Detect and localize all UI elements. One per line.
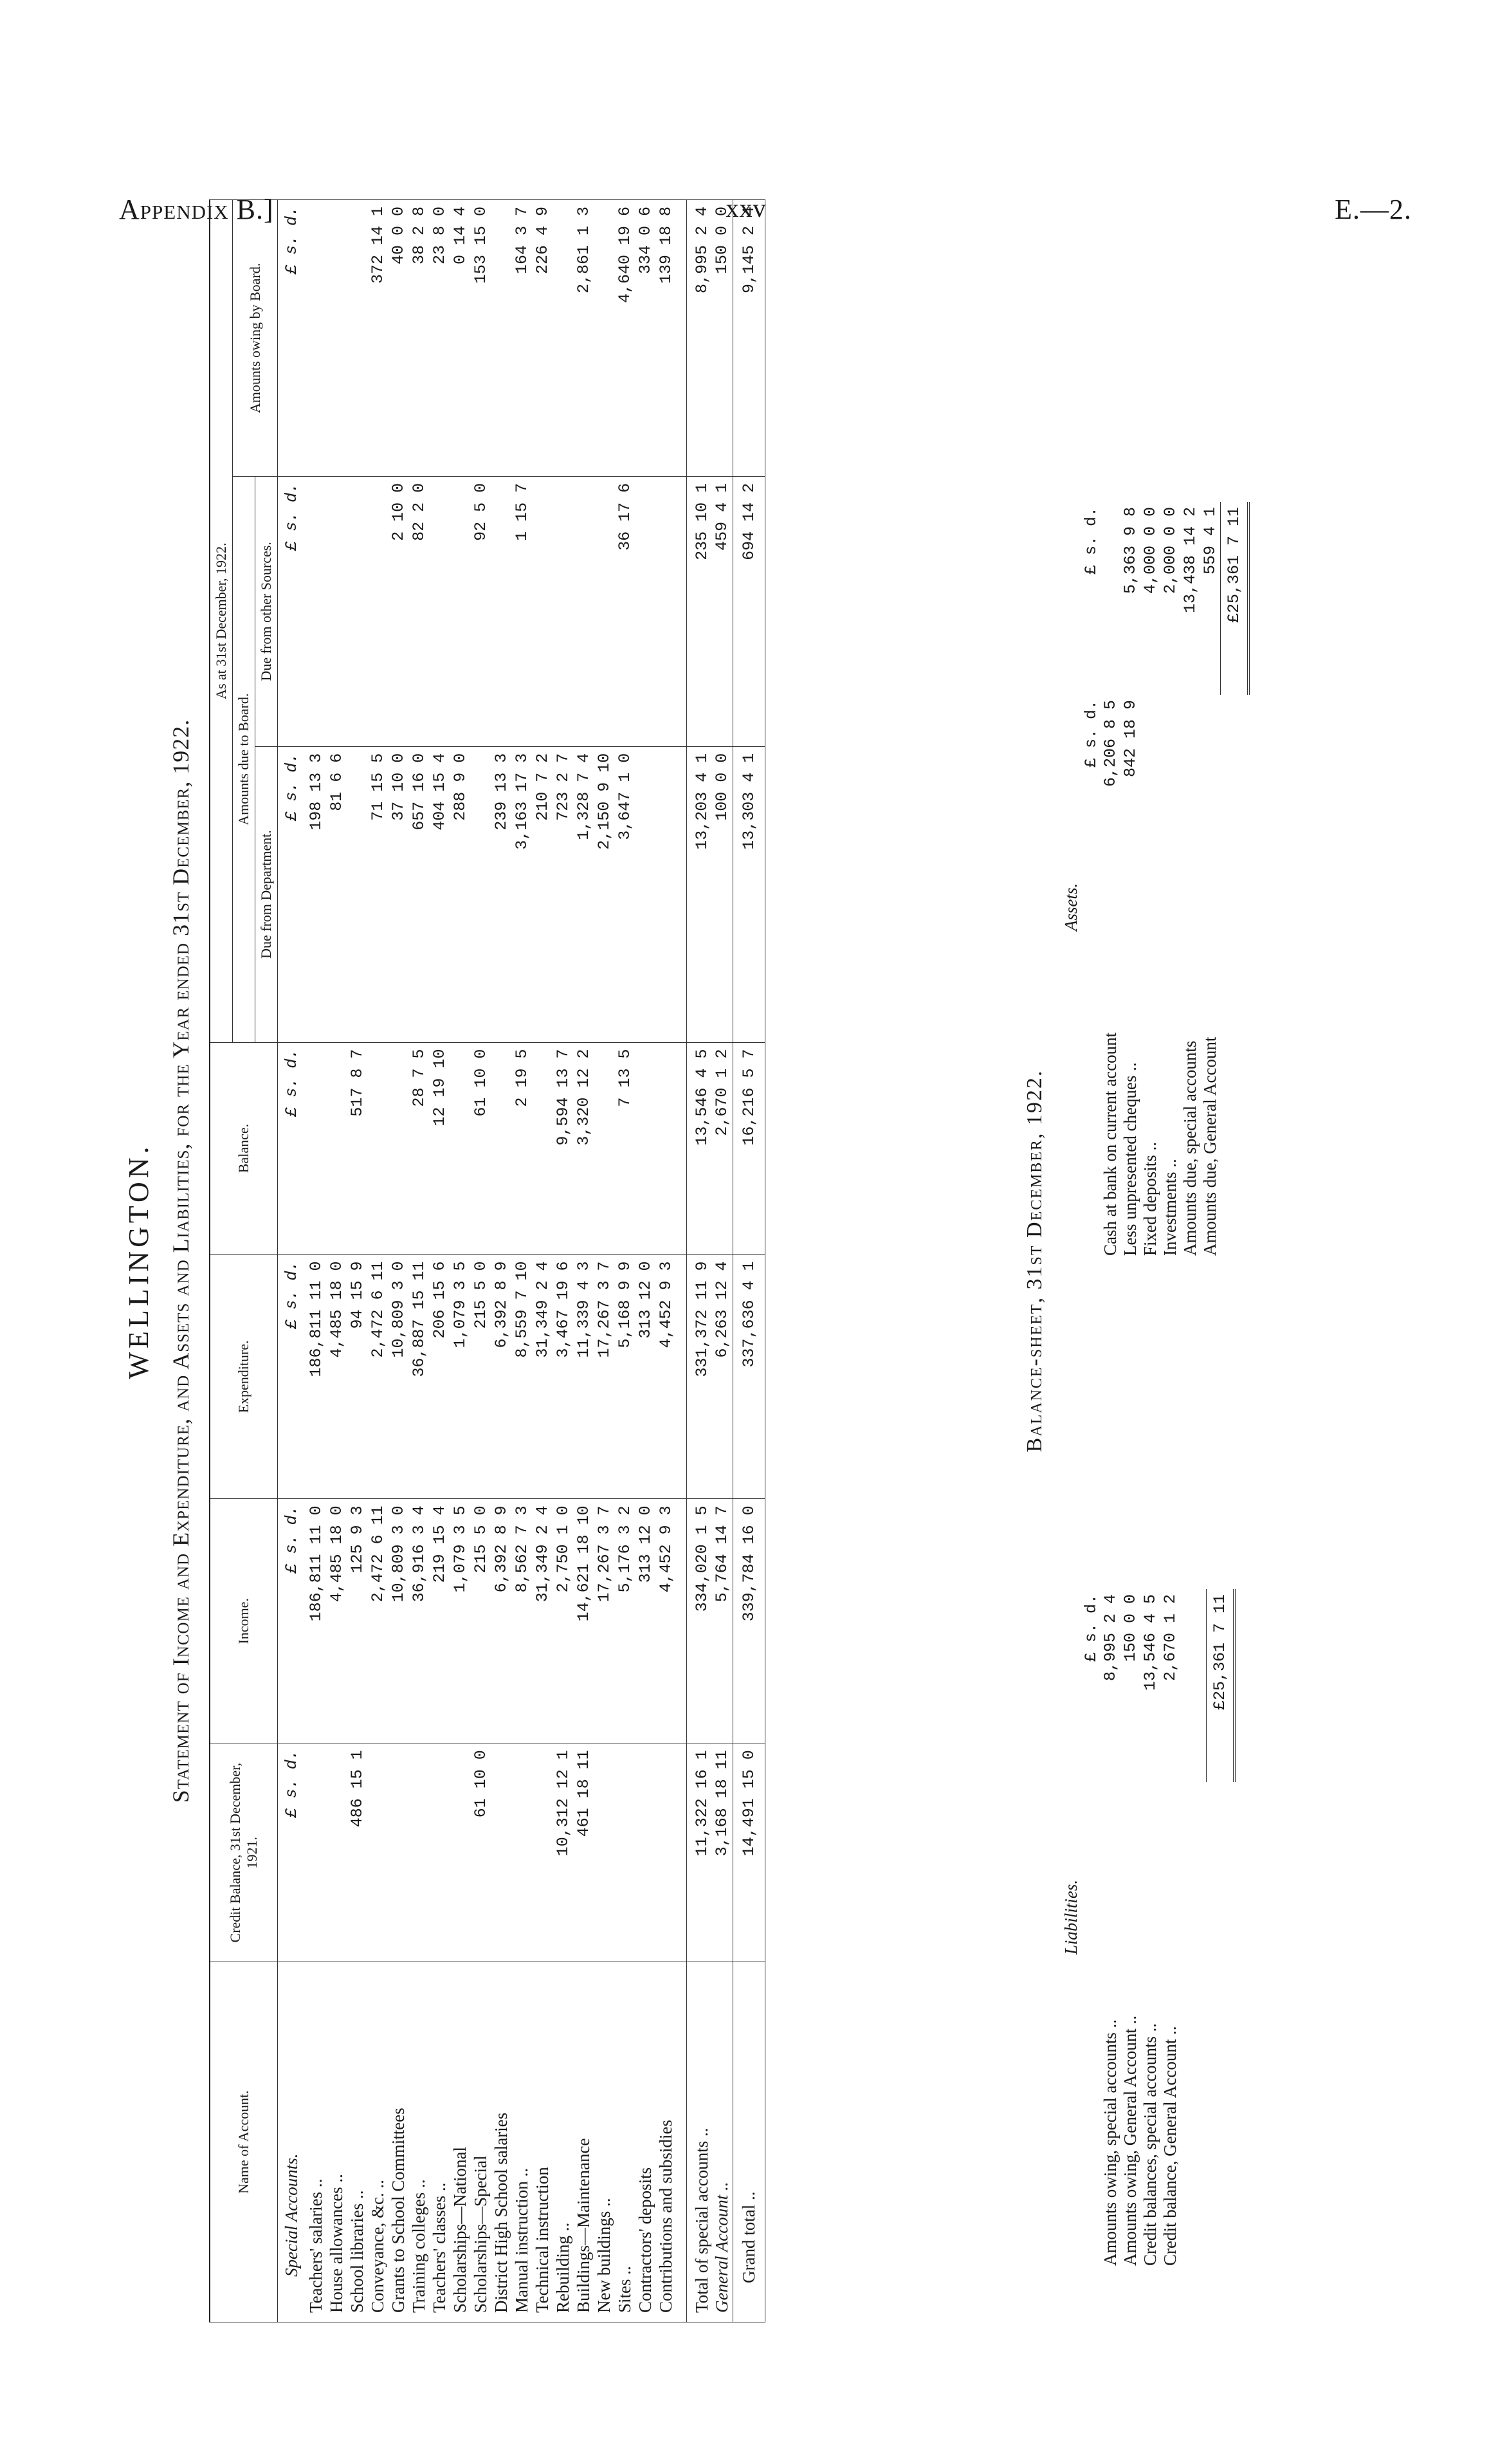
table-row bbox=[368, 200, 388, 2322]
cell-owing bbox=[553, 200, 574, 477]
section-row: Special Accounts. £ s. d. £ s. d. £ s. d. £ s. d. £ s. d. £ s. d. £ s. d. bbox=[278, 200, 306, 2322]
table-row bbox=[635, 200, 656, 2322]
table-row bbox=[347, 200, 368, 2322]
account-name: Scholarships—National bbox=[450, 1962, 471, 2322]
account-name: Rebuilding .. bbox=[553, 1962, 574, 2322]
cell-credit: 61 10 0 bbox=[471, 1743, 491, 1962]
cell-credit bbox=[512, 1743, 533, 1962]
cell-owing: 139 18 8 bbox=[656, 200, 677, 477]
account-name: General Account .. bbox=[712, 1962, 733, 2322]
statement-title: WELLINGTON. bbox=[123, 1143, 154, 1379]
liability-label: Amounts owing, special accounts .. bbox=[1101, 2019, 1120, 2266]
cell-owing: 150 0 0 bbox=[712, 200, 733, 477]
cell-due-other bbox=[594, 476, 615, 746]
asset-row bbox=[1200, 502, 1220, 1261]
asset-amount: 559 4 1 bbox=[1200, 507, 1220, 575]
asset-label: Amounts due, General Account bbox=[1200, 1036, 1220, 1256]
cell-balance bbox=[533, 1042, 553, 1255]
col-due-to-board-header: Amounts due to Board. bbox=[233, 476, 255, 1042]
liability-amount: 13,546 4 5 bbox=[1141, 1594, 1160, 1691]
liabilities-table bbox=[1081, 1589, 1236, 2271]
cell-income: 125 9 3 bbox=[347, 1499, 368, 1743]
cell-income: 215 5 0 bbox=[471, 1499, 491, 1743]
account-name: Sites .. bbox=[615, 1962, 635, 2322]
account-name: Grants to School Committees bbox=[388, 1962, 409, 2322]
cell-owing bbox=[347, 200, 368, 477]
cell-owing bbox=[306, 200, 327, 477]
cell-balance: 3,320 12 2 bbox=[574, 1042, 594, 1255]
cell-expenditure: 337,636 4 1 bbox=[733, 1255, 765, 1499]
cell-credit bbox=[409, 1743, 430, 1962]
cell-credit bbox=[594, 1743, 615, 1962]
page-header-right: E.—2. bbox=[1335, 194, 1412, 225]
statement-subtitle: Statement of Income and Expenditure, and Assets and Liabilities, for the Year ended 31st December, 1922. bbox=[168, 719, 194, 1803]
cell-income: 219 15 4 bbox=[430, 1499, 450, 1743]
asset-amount bbox=[1101, 502, 1120, 695]
liabilities-heading: Liabilities. bbox=[1061, 1879, 1081, 1955]
table-row bbox=[512, 200, 533, 2322]
asset-amount: 5,363 9 8 bbox=[1121, 507, 1140, 594]
cell-owing bbox=[491, 200, 512, 477]
account-name: Scholarships—Special bbox=[471, 1962, 491, 2322]
cell-credit: 461 18 11 bbox=[574, 1743, 594, 1962]
cell-credit bbox=[368, 1743, 388, 1962]
page-number: xxv bbox=[726, 194, 767, 223]
liabilities-block bbox=[1061, 1370, 1236, 2271]
asset-sub-amount bbox=[1140, 695, 1160, 862]
cell-balance: 28 7 5 bbox=[409, 1042, 430, 1255]
account-name: Grand total .. bbox=[733, 1962, 765, 2322]
cell-income: 4,452 9 3 bbox=[656, 1499, 677, 1743]
col-owing-header: Amounts owing by Board. bbox=[233, 200, 278, 477]
table-row bbox=[574, 200, 594, 2322]
cell-credit bbox=[635, 1743, 656, 1962]
income-expenditure-table bbox=[209, 199, 765, 2322]
cell-income: 334,020 1 5 bbox=[687, 1499, 713, 1743]
cell-income: 17,267 3 7 bbox=[594, 1499, 615, 1743]
cell-due-dept: 37 10 0 bbox=[388, 746, 409, 1042]
cell-credit: 14,491 15 0 bbox=[733, 1743, 765, 1962]
cell-income: 6,392 8 9 bbox=[491, 1499, 512, 1743]
cell-balance: 61 10 0 bbox=[471, 1042, 491, 1255]
liability-row bbox=[1101, 1589, 1120, 2271]
liability-label: Credit balance, General Account .. bbox=[1160, 2026, 1180, 2266]
cell-expenditure: 215 5 0 bbox=[471, 1255, 491, 1499]
cell-due-dept bbox=[347, 746, 368, 1042]
cell-due-dept bbox=[656, 746, 677, 1042]
cell-credit bbox=[450, 1743, 471, 1962]
cell-due-dept: 100 0 0 bbox=[712, 746, 733, 1042]
asset-label: Investments .. bbox=[1160, 1159, 1180, 1256]
assets-units: £ s. d. bbox=[1081, 507, 1101, 575]
spacer-row bbox=[677, 200, 687, 2322]
cell-due-other: 36 17 6 bbox=[615, 476, 635, 746]
account-name: Contributions and subsidies bbox=[656, 1962, 677, 2322]
cell-credit bbox=[430, 1743, 450, 1962]
cell-income: 1,079 3 5 bbox=[450, 1499, 471, 1743]
cell-owing: 0 14 4 bbox=[450, 200, 471, 477]
account-name: Training colleges .. bbox=[409, 1962, 430, 2322]
cell-income: 2,750 1 0 bbox=[553, 1499, 574, 1743]
cell-due-other bbox=[553, 476, 574, 746]
table-row bbox=[450, 200, 471, 2322]
cell-balance: 517 8 7 bbox=[347, 1042, 368, 1255]
cell-due-other: 694 14 2 bbox=[733, 476, 765, 746]
cell-income: 339,784 16 0 bbox=[733, 1499, 765, 1743]
liabilities-total: £25,361 7 11 bbox=[1206, 1589, 1234, 1782]
account-name: Buildings—Maintenance bbox=[574, 1962, 594, 2322]
account-name: Manual instruction .. bbox=[512, 1962, 533, 2322]
table-row bbox=[409, 200, 430, 2322]
cell-due-dept bbox=[635, 746, 656, 1042]
cell-due-other bbox=[491, 476, 512, 746]
cell-due-dept: 404 15 4 bbox=[430, 746, 450, 1042]
cell-balance: 16,216 5 7 bbox=[733, 1042, 765, 1255]
table-row bbox=[430, 200, 450, 2322]
liabilities-units: £ s. d. bbox=[1081, 1594, 1101, 1662]
cell-owing: 226 4 9 bbox=[533, 200, 553, 477]
account-name: School libraries .. bbox=[347, 1962, 368, 2322]
cell-owing bbox=[594, 200, 615, 477]
cell-due-dept: 198 13 3 bbox=[306, 746, 327, 1042]
cell-due-other bbox=[347, 476, 368, 746]
table-row bbox=[687, 200, 713, 2322]
cell-expenditure: 313 12 0 bbox=[635, 1255, 656, 1499]
liability-label: Amounts owing, General Account .. bbox=[1120, 2015, 1140, 2266]
cell-due-other bbox=[368, 476, 388, 746]
cell-balance bbox=[656, 1042, 677, 1255]
cell-expenditure: 31,349 2 4 bbox=[533, 1255, 553, 1499]
cell-credit bbox=[615, 1743, 635, 1962]
asset-label: Fixed deposits .. bbox=[1140, 1141, 1160, 1256]
rotated-statement bbox=[96, 199, 1421, 2322]
cell-credit bbox=[306, 1743, 327, 1962]
cell-balance bbox=[450, 1042, 471, 1255]
cell-due-dept: 3,647 1 0 bbox=[615, 746, 635, 1042]
cell-credit bbox=[533, 1743, 553, 1962]
table-row bbox=[553, 200, 574, 2322]
cell-expenditure: 6,263 12 4 bbox=[712, 1255, 733, 1499]
col-name-header: Name of Account. bbox=[210, 1962, 278, 2322]
cell-income: 10,809 3 0 bbox=[388, 1499, 409, 1743]
assets-total-row bbox=[1220, 502, 1248, 1261]
cell-expenditure: 5,168 9 9 bbox=[615, 1255, 635, 1499]
account-name: Contractors' deposits bbox=[635, 1962, 656, 2322]
cell-income: 14,621 18 10 bbox=[574, 1499, 594, 1743]
cell-expenditure: 17,267 3 7 bbox=[594, 1255, 615, 1499]
liability-amount: 8,995 2 4 bbox=[1101, 1594, 1120, 1682]
cell-credit bbox=[327, 1743, 347, 1962]
cell-income: 186,811 11 0 bbox=[306, 1499, 327, 1743]
cell-due-other: 1 15 7 bbox=[512, 476, 533, 746]
asset-amount: 4,000 0 0 bbox=[1141, 507, 1160, 594]
cell-credit bbox=[656, 1743, 677, 1962]
cell-balance bbox=[635, 1042, 656, 1255]
cell-expenditure: 36,887 15 11 bbox=[409, 1255, 430, 1499]
table-row bbox=[712, 200, 733, 2322]
asset-label: Less unpresented cheques .. bbox=[1120, 1062, 1140, 1256]
asset-sub-amount: 6,206 8 5 bbox=[1101, 700, 1120, 787]
cell-expenditure: 6,392 8 9 bbox=[491, 1255, 512, 1499]
page-header-left: Appendix B.] bbox=[119, 194, 274, 225]
asset-row bbox=[1160, 502, 1180, 1261]
liabilities-total-row bbox=[1206, 1589, 1234, 2271]
table-row bbox=[615, 200, 635, 2322]
section-label: Special Accounts. bbox=[278, 1962, 306, 2322]
cell-due-other bbox=[306, 476, 327, 746]
cell-credit bbox=[388, 1743, 409, 1962]
table-row bbox=[471, 200, 491, 2322]
cell-due-other: 2 10 0 bbox=[388, 476, 409, 746]
cell-due-dept: 210 7 2 bbox=[533, 746, 553, 1042]
cell-due-dept: 239 13 3 bbox=[491, 746, 512, 1042]
cell-balance bbox=[491, 1042, 512, 1255]
cell-balance: 2,670 1 2 bbox=[712, 1042, 733, 1255]
asset-sub-amount: 842 18 9 bbox=[1121, 700, 1140, 778]
asset-amount: 13,438 14 2 bbox=[1181, 507, 1200, 614]
cell-owing: 153 15 0 bbox=[471, 200, 491, 477]
cell-due-other bbox=[327, 476, 347, 746]
cell-expenditure: 94 15 9 bbox=[347, 1255, 368, 1499]
col-due-other-header: Due from other Sources. bbox=[255, 476, 278, 746]
col-expenditure-header: Expenditure. bbox=[210, 1255, 278, 1499]
asset-amount: 2,000 0 0 bbox=[1161, 507, 1180, 594]
cell-balance bbox=[368, 1042, 388, 1255]
cell-income: 36,916 3 4 bbox=[409, 1499, 430, 1743]
asset-row bbox=[1101, 502, 1120, 1261]
table-row bbox=[491, 200, 512, 2322]
cell-expenditure: 11,339 4 3 bbox=[574, 1255, 594, 1499]
cell-credit: 10,312 12 1 bbox=[553, 1743, 574, 1962]
cell-due-other: 459 4 1 bbox=[712, 476, 733, 746]
account-name: Technical instruction bbox=[533, 1962, 553, 2322]
cell-due-dept: 657 16 0 bbox=[409, 746, 430, 1042]
cell-owing: 8,995 2 4 bbox=[687, 200, 713, 477]
col-balance-header: Balance. bbox=[210, 1042, 278, 1255]
cell-due-other bbox=[635, 476, 656, 746]
cell-owing: 4,640 19 6 bbox=[615, 200, 635, 477]
table-row bbox=[327, 200, 347, 2322]
cell-balance bbox=[388, 1042, 409, 1255]
cell-credit: 3,168 18 11 bbox=[712, 1743, 733, 1962]
cell-due-dept: 71 15 5 bbox=[368, 746, 388, 1042]
liability-row bbox=[1160, 1589, 1180, 2271]
cell-due-dept: 81 6 6 bbox=[327, 746, 347, 1042]
cell-balance bbox=[594, 1042, 615, 1255]
asset-label: Amounts due, special accounts bbox=[1180, 1040, 1200, 1256]
cell-due-other: 235 10 1 bbox=[687, 476, 713, 746]
cell-expenditure: 1,079 3 5 bbox=[450, 1255, 471, 1499]
col-due-dept-header: Due from Department. bbox=[255, 746, 278, 1042]
cell-due-dept: 3,163 17 3 bbox=[512, 746, 533, 1042]
balance-sheet-title: Balance-sheet, 31st December, 1922. bbox=[1023, 1069, 1046, 1453]
cell-credit: 486 15 1 bbox=[347, 1743, 368, 1962]
cell-owing: 38 2 8 bbox=[409, 200, 430, 477]
col-credit-header: Credit Balance, 31st December, 1921. bbox=[210, 1743, 278, 1962]
asset-row bbox=[1120, 502, 1140, 1261]
cell-expenditure: 4,452 9 3 bbox=[656, 1255, 677, 1499]
cell-due-dept: 723 2 7 bbox=[553, 746, 574, 1042]
account-name: Teachers' classes .. bbox=[430, 1962, 450, 2322]
asset-sub-amount bbox=[1200, 695, 1220, 862]
cell-owing: 164 3 7 bbox=[512, 200, 533, 477]
table-row bbox=[533, 200, 553, 2322]
cell-balance: 7 13 5 bbox=[615, 1042, 635, 1255]
cell-expenditure: 8,559 7 10 bbox=[512, 1255, 533, 1499]
cell-owing: 2,861 1 3 bbox=[574, 200, 594, 477]
account-name: District High School salaries bbox=[491, 1962, 512, 2322]
cell-owing bbox=[327, 200, 347, 477]
account-name: Conveyance, &c. .. bbox=[368, 1962, 388, 2322]
table-row bbox=[594, 200, 615, 2322]
asset-sub-amount bbox=[1160, 695, 1180, 862]
cell-due-dept: 288 9 0 bbox=[450, 746, 471, 1042]
cell-due-dept: 13,203 4 1 bbox=[687, 746, 713, 1042]
assets-block bbox=[1061, 360, 1250, 1261]
cell-owing: 23 8 0 bbox=[430, 200, 450, 477]
cell-due-dept: 2,150 9 10 bbox=[594, 746, 615, 1042]
account-name: Total of special accounts .. bbox=[687, 1962, 713, 2322]
cell-credit: 11,322 16 1 bbox=[687, 1743, 713, 1962]
account-name: New buildings .. bbox=[594, 1962, 615, 2322]
cell-income: 4,485 18 0 bbox=[327, 1499, 347, 1743]
cell-balance bbox=[327, 1042, 347, 1255]
cell-due-dept bbox=[471, 746, 491, 1042]
cell-expenditure: 3,467 19 6 bbox=[553, 1255, 574, 1499]
cell-income: 313 12 0 bbox=[635, 1499, 656, 1743]
cell-balance: 9,594 13 7 bbox=[553, 1042, 574, 1255]
cell-income: 8,562 7 3 bbox=[512, 1499, 533, 1743]
liability-amount: 2,670 1 2 bbox=[1161, 1594, 1180, 1682]
cell-income: 5,176 3 2 bbox=[615, 1499, 635, 1743]
liability-row bbox=[1140, 1589, 1160, 2271]
cell-due-other bbox=[574, 476, 594, 746]
cell-expenditure: 331,372 11 9 bbox=[687, 1255, 713, 1499]
cell-credit bbox=[491, 1743, 512, 1962]
account-name: Teachers' salaries .. bbox=[306, 1962, 327, 2322]
cell-balance: 13,546 4 5 bbox=[687, 1042, 713, 1255]
table-row bbox=[306, 200, 327, 2322]
table-row bbox=[733, 200, 765, 2322]
liability-row bbox=[1120, 1589, 1140, 2271]
assets-total: £25,361 7 11 bbox=[1220, 502, 1248, 695]
cell-income: 31,349 2 4 bbox=[533, 1499, 553, 1743]
assets-table bbox=[1081, 502, 1250, 1261]
cell-owing: 334 0 6 bbox=[635, 200, 656, 477]
cell-income: 5,764 14 7 bbox=[712, 1499, 733, 1743]
asset-row bbox=[1180, 502, 1200, 1261]
cell-owing: 372 14 1 bbox=[368, 200, 388, 477]
asset-label: Cash at bank on current account bbox=[1101, 1032, 1120, 1256]
cell-due-other bbox=[430, 476, 450, 746]
cell-expenditure: 186,811 11 0 bbox=[306, 1255, 327, 1499]
cell-due-other bbox=[533, 476, 553, 746]
cell-expenditure: 10,809 3 0 bbox=[388, 1255, 409, 1499]
table-row bbox=[656, 200, 677, 2322]
assets-heading: Assets. bbox=[1061, 883, 1081, 932]
cell-due-dept: 1,328 7 4 bbox=[574, 746, 594, 1042]
cell-balance: 12 19 10 bbox=[430, 1042, 450, 1255]
cell-expenditure: 2,472 6 11 bbox=[368, 1255, 388, 1499]
cell-owing: 9,145 2 4 bbox=[733, 200, 765, 477]
asset-sub-amount bbox=[1180, 695, 1200, 862]
asset-row bbox=[1140, 502, 1160, 1261]
account-name: House allowances .. bbox=[327, 1962, 347, 2322]
cell-balance: 2 19 5 bbox=[512, 1042, 533, 1255]
cell-due-dept: 13,303 4 1 bbox=[733, 746, 765, 1042]
cell-due-other: 82 2 0 bbox=[409, 476, 430, 746]
col-income-header: Income. bbox=[210, 1499, 278, 1743]
cell-due-other: 92 5 0 bbox=[471, 476, 491, 746]
liability-amount: 150 0 0 bbox=[1121, 1594, 1140, 1662]
liability-label: Credit balances, special accounts .. bbox=[1140, 2023, 1160, 2266]
cell-balance bbox=[306, 1042, 327, 1255]
assets-sub-units: £ s. d. bbox=[1081, 700, 1101, 768]
col-as-at-header: As at 31st December, 1922. bbox=[210, 200, 233, 1043]
cell-due-other bbox=[450, 476, 471, 746]
cell-income: 2,472 6 11 bbox=[368, 1499, 388, 1743]
cell-due-other bbox=[656, 476, 677, 746]
cell-expenditure: 206 15 6 bbox=[430, 1255, 450, 1499]
table-row bbox=[388, 200, 409, 2322]
cell-owing: 40 0 0 bbox=[388, 200, 409, 477]
table-body bbox=[278, 200, 765, 2322]
cell-expenditure: 4,485 18 0 bbox=[327, 1255, 347, 1499]
